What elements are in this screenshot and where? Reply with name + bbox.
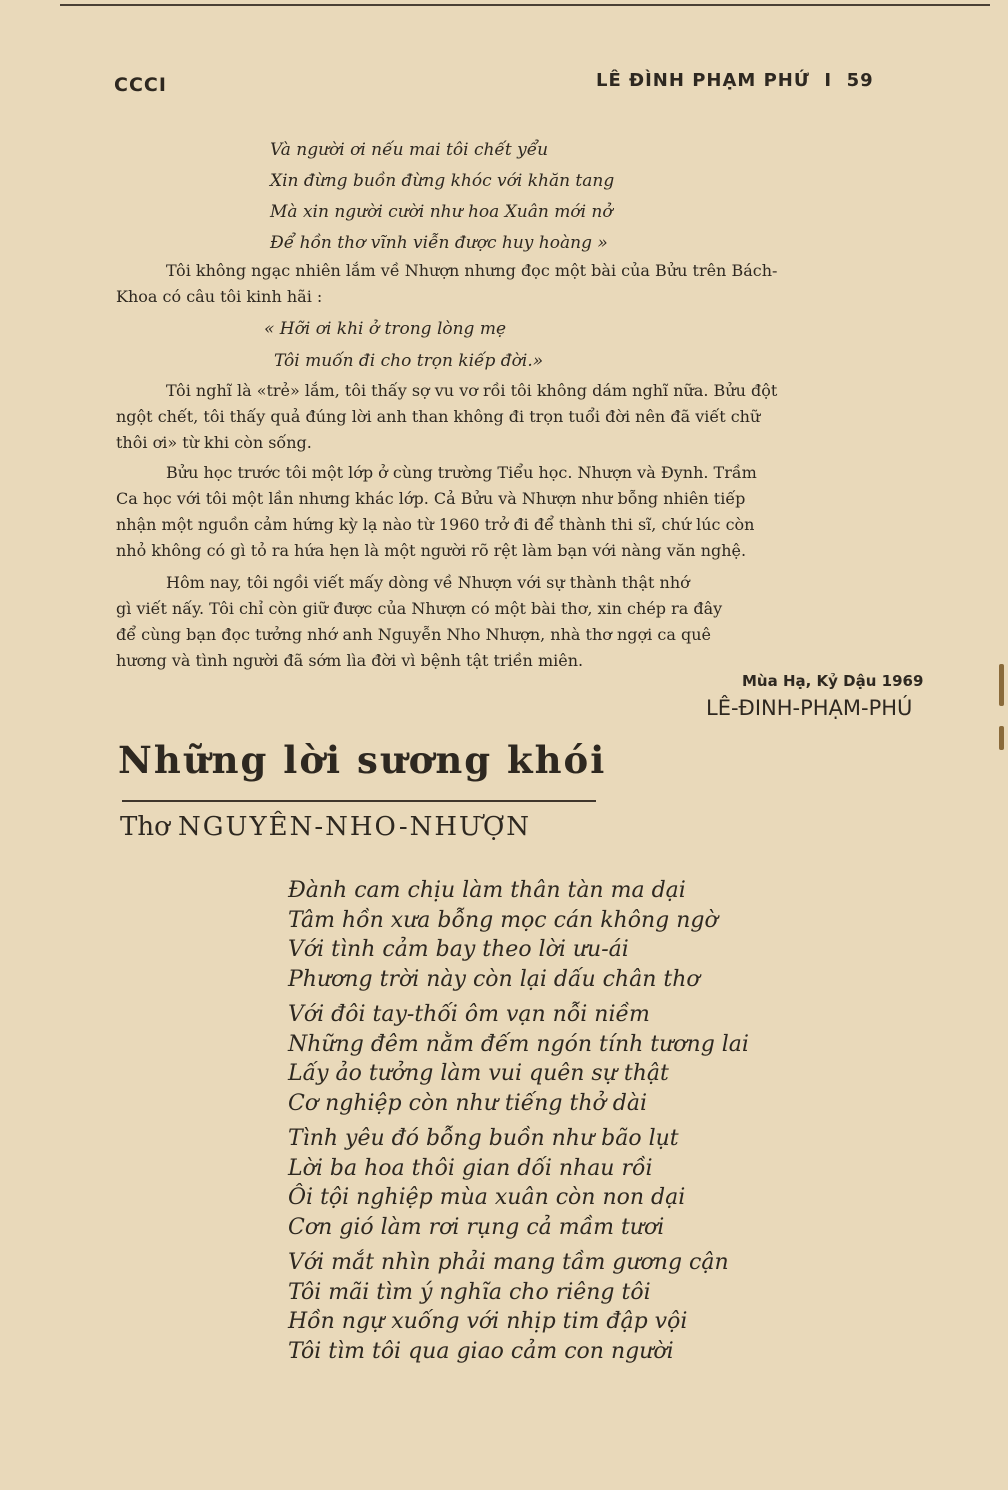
paragraph-line: Bửu học trước tôi một lớp ở cùng trường Tiểu học. Nhượn và Đynh. Trầm	[166, 463, 757, 482]
paragraph-line: nhận một nguồn cảm hứng kỳ lạ nào từ 1960 trở đi để thành thi sĩ, chứ lúc còn	[116, 515, 755, 534]
paragraph-3	[116, 460, 942, 564]
stanza-2	[288, 1000, 858, 1118]
verse-line: Tâm hồn xưa bỗng mọc cán không ngờ	[288, 907, 718, 933]
verse-line: Tình yêu đó bỗng buồn như bão lụt	[288, 1126, 679, 1151]
top-edge-rule	[60, 4, 990, 6]
signature-date: Mùa Hạ, Kỷ Dậu 1969	[742, 672, 924, 690]
verse-line: Với tình cảm bay theo lời ưu-ái	[288, 937, 629, 962]
binding-stain-mark	[999, 726, 1004, 750]
poem-title: Những lời sương khói	[118, 738, 607, 782]
verse-line: Tôi mãi tìm ý nghĩa cho riêng tôi	[288, 1279, 651, 1305]
running-header-right: LÊ ĐÌNH PHẠM PHỨ I 59	[596, 70, 874, 91]
poem-byline	[120, 812, 531, 842]
binding-stain-mark	[999, 664, 1004, 706]
paragraph-line: Khoa có câu tôi kinh hãi :	[116, 287, 323, 306]
stanza-3	[288, 1124, 858, 1242]
paragraph-line: thôi ơi» từ khi còn sống.	[116, 433, 312, 452]
verse-line: Với đôi tay-thối ôm vạn nỗi niềm	[288, 1002, 650, 1027]
verse-line: Để hồn thơ vĩnh viễn được huy hoàng »	[270, 233, 608, 253]
stanza-1	[288, 876, 858, 994]
paragraph-line: Ca học với tôi một lần nhưng khác lớp. Cả Bửu và Nhượn như bỗng nhiên tiếp	[116, 489, 746, 508]
verse-line: Tôi tìm tôi qua giao cảm con người	[288, 1338, 674, 1364]
title-underline	[122, 800, 596, 802]
verse-line: Tôi muốn đi cho trọn kiếp đời.»	[274, 351, 544, 371]
verse-line: Cơn gió làm rơi rụng cả mầm tươi	[288, 1214, 665, 1240]
quoted-verse	[260, 313, 700, 377]
paragraph-line: ngột chết, tôi thấy quả đúng lời anh than không đi trọn tuổi đời nên đã viết chữ	[116, 407, 761, 426]
verse-line: Và người ơi nếu mai tôi chết yểu	[270, 140, 549, 160]
opening-poem-excerpt	[270, 135, 690, 259]
signature-name: LÊ-ĐINH-PHẠM-PHÚ	[706, 696, 913, 720]
paragraph-2	[116, 378, 942, 456]
running-header-left: CCCI	[114, 74, 167, 96]
verse-line: Cơ nghiệp còn như tiếng thở dài	[288, 1090, 647, 1116]
paragraph-line: để cùng bạn đọc tưởng nhớ anh Nguyễn Nho Nhượn, nhà thơ ngợi ca quê	[116, 625, 711, 644]
paragraph-line: Hôm nay, tôi ngồi viết mấy dòng về Nhượn với sự thành thật nhớ	[166, 573, 690, 592]
verse-line: Xin đừng buồn đừng khóc với khăn tang	[270, 171, 615, 191]
paragraph-line: Tôi nghĩ là «trẻ» lắm, tôi thấy sợ vu vơ rồi tôi không dám nghĩ nữa. Bửu đột	[166, 381, 778, 400]
paragraph-line: gì viết nấy. Tôi chỉ còn giữ được của Nhượn có một bài thơ, xin chép ra đây	[116, 599, 723, 618]
verse-line: « Hỡi ơi khi ở trong lòng mẹ	[264, 319, 507, 339]
paragraph-1	[116, 258, 942, 310]
poem-body	[288, 876, 858, 1372]
verse-line: Đành cam chịu làm thân tàn ma dại	[288, 878, 686, 903]
verse-line: Lấy ảo tưởng làm vui quên sự thật	[288, 1061, 669, 1086]
byline-author: NGUYÊN-NHO-NHƯỢN	[178, 812, 532, 842]
stanza-4	[288, 1248, 858, 1366]
verse-line: Ôi tội nghiệp mùa xuân còn non dại	[288, 1185, 686, 1210]
verse-line: Những đêm nằm đếm ngón tính tương lai	[288, 1031, 749, 1057]
byline-prefix: Thơ	[120, 812, 170, 842]
paragraph-line: Tôi không ngạc nhiên lắm về Nhượn nhưng đọc một bài của Bửu trên Bách-	[166, 261, 778, 280]
verse-line: Lời ba hoa thôi gian dối nhau rồi	[288, 1155, 653, 1181]
paragraph-4	[116, 570, 942, 674]
verse-line: Phương trời này còn lại dấu chân thơ	[288, 966, 700, 992]
verse-line: Mà xin người cười như hoa Xuân mới nở	[270, 202, 613, 222]
paragraph-line: nhỏ không có gì tỏ ra hứa hẹn là một người rõ rệt làm bạn với nàng văn nghệ.	[116, 541, 747, 560]
paragraph-line: hương và tình người đã sớm lìa đời vì bệnh tật triền miên.	[116, 651, 584, 670]
verse-line: Với mắt nhìn phải mang tầm gương cận	[288, 1250, 729, 1275]
verse-line: Hồn ngự xuống với nhịp tim đập vội	[288, 1309, 688, 1334]
